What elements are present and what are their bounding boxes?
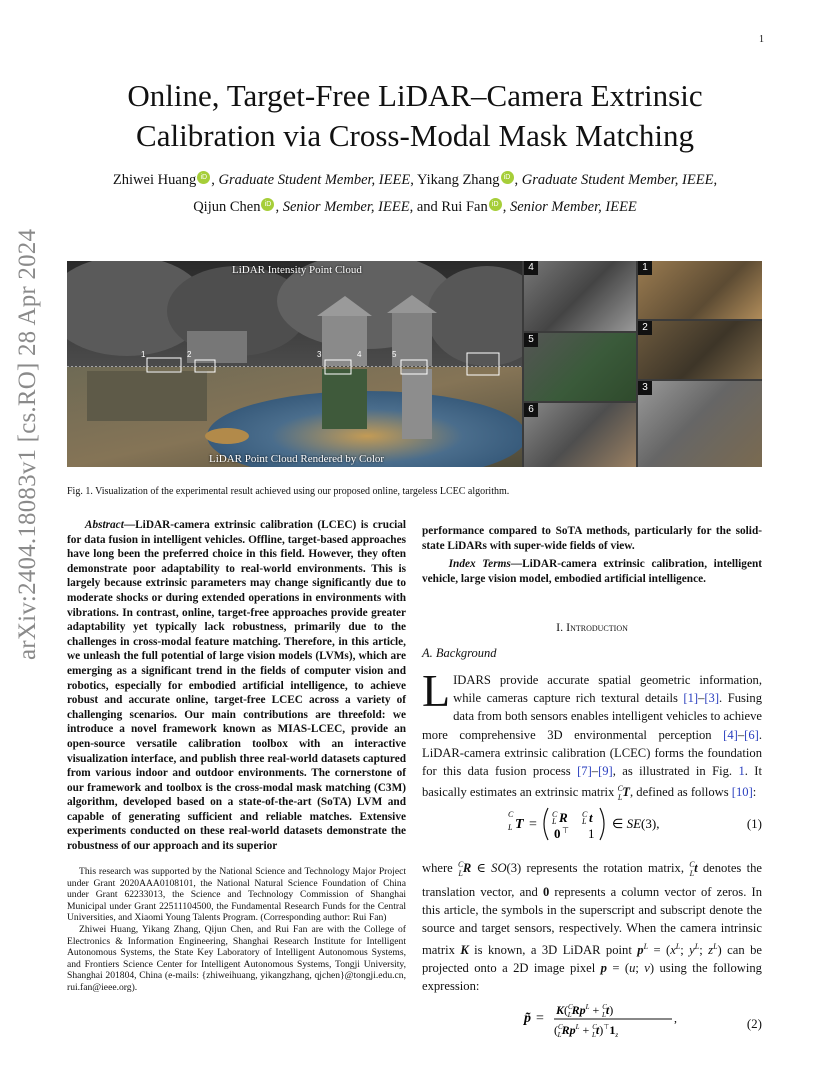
math-rotation: $^C_L$R ∈ SO(3) xyxy=(458,860,522,878)
drop-cap: L xyxy=(422,665,451,716)
bowl xyxy=(205,428,249,444)
crop-panel-1 xyxy=(638,261,762,319)
math-intrinsic: K xyxy=(460,942,469,957)
math-pixel: p = (u; v) xyxy=(600,960,655,975)
math-lidar-point: $p^L = (x^L$; $y^L$; $z^L$) xyxy=(637,941,722,957)
citation-link[interactable]: [7] xyxy=(577,764,592,779)
figure-top-label: LiDAR Intensity Point Cloud xyxy=(232,264,362,276)
svg-text:T: T xyxy=(515,817,524,832)
author-name: Zhiwei Huang xyxy=(112,172,197,188)
footnote xyxy=(67,866,406,994)
svg-text:∈ SE(3),: ∈ SE(3), xyxy=(612,816,660,831)
svg-text:=: = xyxy=(529,817,537,832)
box-number: 1 xyxy=(141,350,146,359)
author-role: Senior Member, IEEE xyxy=(282,199,410,215)
affiliation-note: Zhiwei Huang, Yikang Zhang, Qijun Chen, and Rui Fan are with the College of Electronics & Information Engineering, Shanghai Research Institute for Intelligent Autonomous Systems, the State Key Laboratory of Intelligent Autonomous Systems, and Frontiers Science Center for Intelligent Autonomous Systems, Tongji University, Shanghai 201804, China (e-mails: {zhiweihuang, yikangzhang, qjchen}@tongji.edu.cn, rui.fan@ieee.org). xyxy=(67,923,406,993)
svg-text:p̃: p̃ xyxy=(524,1011,531,1026)
citation-link[interactable]: [3] xyxy=(704,691,720,706)
panel-number: 5 xyxy=(524,333,538,347)
panel-number: 4 xyxy=(524,261,538,275)
svg-text:L: L xyxy=(582,817,587,826)
math-zero: 0 xyxy=(542,884,550,899)
intro-paragraph: LIDARS provide accurate spatial geometric information, while cameras capture rich textural details [1]–[3]. Fusing data from both sensors enables intelligent vehicles to achieve more comprehensive 3D environmental perception [4]–[6]. LiDAR-camera extrinsic calibration (LCEC) forms the foundation for this data fusion process [7]–[9], as illustrated in Fig. 1. It basically estimates an extrinsic matrix $^C_L$T, defined as follows [10]: xyxy=(422,665,762,802)
svg-text:L: L xyxy=(508,823,513,832)
panel-number: 1 xyxy=(638,261,652,275)
figure-1 xyxy=(67,261,762,467)
panel-number: 2 xyxy=(638,321,652,335)
citation-link[interactable]: [1] xyxy=(683,691,699,706)
svg-text:R: R xyxy=(559,810,568,825)
svg-text:L: L xyxy=(552,817,557,826)
svg-text:K(CLRpL + CLt): K($^C$ LRp$^L$ + $^C$ Lt) xyxy=(556,1003,614,1019)
crop-panel-6 xyxy=(524,403,636,467)
orcid-icon[interactable]: iD xyxy=(501,171,514,184)
orcid-icon[interactable]: iD xyxy=(261,198,274,211)
equation-number: (1) xyxy=(746,816,762,831)
svg-text:C: C xyxy=(552,810,558,819)
author-line-1: Zhiwei Huang iD , Graduate Student Member, IEEE, Yikang Zhang iD , Graduate Student Member, IEEE, xyxy=(112,172,718,188)
svg-text:C: C xyxy=(582,810,588,819)
equation-1 xyxy=(422,808,762,844)
box-number: 5 xyxy=(392,350,397,359)
slide xyxy=(402,369,432,439)
abstract-text: —LiDAR-camera extrinsic calibration (LCEC) is crucial for data fusion in intelligent vehicles. Offline, target-based approaches have long been the preferred choice in this field. However, they often demonstrate poor adaptability to real-world environments. This is largely because extrinsic parameters may change significantly due to moderate shocks or during extended operations in environments with vibrations. In contrast, online, target-free approaches provide greater adaptability yet typically lack robustness, primarily due to the challenges in cross-modal feature matching. Therefore, in this article, we unleash the full potential of large vision models (LVMs), which are emerging as a significant trend in the fields of computer vision and robotics, especially for embodied artificial intelligence, to achieve robust and accurate online, target-free LCEC across a variety of challenging scenarios. Our main contributions are threefold: we introduce a novel framework known as MIAS-LCEC, provide an open-source versatile calibration toolbox with an interactive visualization interface, and publish three real-world datasets captured from various indoor and outdoor environments. The cornerstone of our framework and toolbox is the cross-modal mask matching (C3M) algorithm, developed based on a state-of-the-art (SoTA) LVM and capable of generating sufficient and reliable matches. Extensive experiments conducted on these real-world datasets demonstrate the robustness of our approach and its superior xyxy=(67,519,407,853)
funding-note: This research was supported by the National Science and Technology Major Project under Grant 2020AAA0108101, the National Natural Science Foundation of China under Grant 62233013, the Science and Technology Commission of Shanghai Municipal under Grant 22511104500, the Fundamental Research Funds for the Central Universities, and Xiaomi Young Talents Program. (Corresponding author: Rui Fan) xyxy=(67,866,406,924)
svg-text:C: C xyxy=(508,810,514,819)
panel-number: 3 xyxy=(638,381,652,395)
citation-link[interactable]: [6] xyxy=(744,727,759,742)
box-number: 2 xyxy=(187,350,192,359)
svg-text:(CLRpL + CLt)⊤1z: ($^C$ LRp$^L$ + $^C$ $Lt)^⊤1_z$ xyxy=(554,1023,619,1039)
page-number: 1 xyxy=(759,34,764,45)
box-number: 4 xyxy=(357,350,362,359)
author-role: Graduate Student Member, IEEE xyxy=(218,172,411,188)
crop-panel-5 xyxy=(524,333,636,401)
index-terms-label: Index Terms xyxy=(448,558,511,570)
svg-text:⊤: ⊤ xyxy=(562,826,569,835)
author-role: Senior Member, IEEE xyxy=(509,199,637,215)
structure xyxy=(187,331,247,363)
crop-panel-3 xyxy=(638,381,762,467)
arxiv-stamp: arXiv:2404.18083v1 [cs.RO] 28 Apr 2024 xyxy=(14,228,41,660)
svg-text:0: 0 xyxy=(554,826,561,841)
figure-link[interactable]: 1 xyxy=(738,764,745,779)
orcid-icon[interactable]: iD xyxy=(489,198,502,211)
svg-text:1: 1 xyxy=(588,826,595,841)
equation-2 xyxy=(422,1002,762,1046)
panel-number: 6 xyxy=(524,403,538,417)
index-terms-text: —LiDAR-camera extrinsic calibration, intelligent vehicle, large vision model, embodied artificial intelligence. xyxy=(422,558,763,585)
author-line-2: Qijun Chen iD , Senior Member, IEEE, and Rui Fan iD , Senior Member, IEEE xyxy=(193,199,637,215)
structure xyxy=(392,311,432,366)
orcid-icon[interactable]: iD xyxy=(197,171,210,184)
author-role: Graduate Student Member, IEEE xyxy=(521,172,714,188)
index-terms xyxy=(422,557,762,586)
building xyxy=(87,371,207,421)
paper-title: Online, Target-Free LiDAR–Camera Extrinsic Calibration via Cross-Modal Mask Matching xyxy=(127,78,703,153)
citation-link[interactable]: [9] xyxy=(598,764,613,779)
equation-2-math xyxy=(522,996,722,1044)
crop-panel-2 xyxy=(638,321,762,379)
abstract-continuation: performance compared to SoTA methods, particularly for the solid-state LiDARs with super-wide fields of view. xyxy=(422,525,762,552)
author-name: Qijun Chen xyxy=(193,199,261,215)
equation-number: (2) xyxy=(746,1016,762,1031)
svg-text:=: = xyxy=(536,1011,544,1026)
author-name: Rui Fan xyxy=(441,199,488,215)
author-name: Yikang Zhang xyxy=(416,172,500,188)
equation-1-math xyxy=(504,804,764,844)
structure-colored xyxy=(322,369,367,429)
abstract xyxy=(67,518,406,854)
math-translation: $^C_L$t xyxy=(689,860,698,878)
abstract-label: Abstract xyxy=(84,519,124,531)
crop-panel-4 xyxy=(524,261,636,331)
citation-link[interactable]: [10] xyxy=(731,785,753,800)
svg-text:t: t xyxy=(589,810,593,825)
box-number: 3 xyxy=(317,350,322,359)
math-extrinsic: $^C_L$T xyxy=(617,784,630,802)
figure-bottom-label: LiDAR Point Cloud Rendered by Color xyxy=(209,453,385,465)
citation-link[interactable]: [4] xyxy=(723,727,738,742)
figure-caption: Fig. 1. Visualization of the experimental result achieved using our proposed online, targeless LCEC algorithm. xyxy=(67,486,510,497)
intro-paragraph-2: where $^C_L$R ∈ SO(3) represents the rotation matrix, $^C_L$t denotes the translation vector, and 0 represents a column vector of zeros. In this article, the symbols in the superscript and subscript denote the source and target sensors, respectively. When the camera intrinsic matrix K is known, a 3D LiDAR point $p^L = (x^L$; $y^L$; $z^L$) can be projected onto a 2D image pixel p = (u; v) using the following expression: xyxy=(422,860,762,994)
svg-text:,: , xyxy=(674,1011,677,1025)
section-heading: I. Introduction xyxy=(556,620,628,634)
point-cloud-visualization xyxy=(67,261,522,467)
subsection-heading: A. Background xyxy=(422,646,497,660)
